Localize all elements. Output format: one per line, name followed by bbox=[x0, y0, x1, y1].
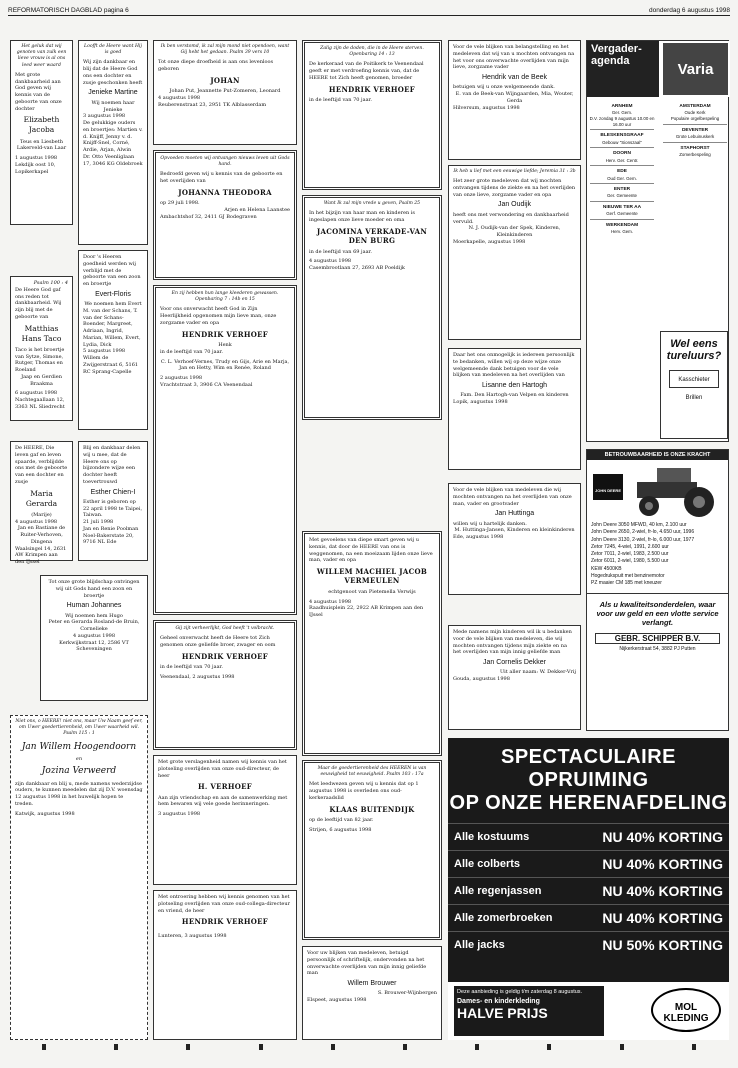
deceased-name: Willem Brouwer bbox=[347, 980, 397, 987]
ad-address: Willem de Zwijgerstraat 6, 5161 RC Sprang-Capelle bbox=[83, 355, 139, 375]
ad-quote: Zalig zijn de doden, die in de Heere sterven. Openbaring 14 : 13 bbox=[320, 46, 424, 58]
ad-text: Met grote verslagenheid namen wij kennis van het plotseling overlijden van onze oud-directeur, de heer bbox=[158, 759, 287, 779]
ad-text: Het zeer grote medeleven dat wij mochten ontvangen tijdens de ziekte en na het overlijden van onze lieve, zorgzame vader en opa bbox=[453, 178, 576, 198]
glasses-ad-title: Wel eens tureluurs? bbox=[666, 338, 722, 362]
ad-quote: Ik heb u lief met een eeuwige liefde; Jeremia 31 : 3b bbox=[453, 169, 576, 174]
ad-address: Raadhuisplein 22, 2922 AB Krimpen aan den IJssel bbox=[309, 605, 424, 619]
ad-date: 3 augustus 1998 bbox=[158, 811, 201, 818]
agenda-right-list: AMSTERDAM Oude Kerk Populaire orgelbespeling DEVENTER Grote Lebuinuskerk STAPHORST Zomerbespeling bbox=[660, 101, 730, 158]
ad-text: Door 's Heeren goedheid werden wij verblijd met de geboorte van een zoon en broertje bbox=[83, 254, 141, 287]
ad-date: 4 augustus 1998 bbox=[309, 598, 352, 605]
parents: Johan Put, Jeannette Put-Zomeren, Leonard bbox=[169, 88, 281, 95]
sale-row: Alle kostuums NU 40% KORTING bbox=[448, 823, 729, 850]
family: M. Huttinga-Jansen, Kinderen en kleinkinderen bbox=[454, 527, 575, 534]
deceased-name: JACOMINA VERKADE-VAN DEN BURG bbox=[316, 226, 428, 246]
ad-date: Veenendaal, 2 augustus 1998 bbox=[160, 673, 235, 680]
child-nickname: (Marije) bbox=[31, 511, 52, 518]
deceased-name: Hendrik van de Beek bbox=[482, 74, 547, 81]
deceased-age: in de leeftijd van 70 jaar. bbox=[309, 97, 372, 104]
and-word: en bbox=[75, 755, 83, 762]
parents: Jan en Bastiane de Ruiter-Verhoven, Dingena bbox=[17, 525, 66, 545]
deceased-name: Lisanne den Hartogh bbox=[482, 382, 547, 389]
ad-date: 4 augustus 1998 bbox=[72, 632, 116, 639]
agenda-section bbox=[586, 40, 729, 442]
ad-date: 4 augustus 1998 bbox=[309, 258, 352, 265]
thanks-ad-willem-brouwer bbox=[302, 946, 442, 1040]
ad-sub: Taco is het broertje van Sytze, Simone, Rutger, Thomas en Roeland bbox=[15, 346, 65, 373]
sale-footer-left bbox=[454, 986, 604, 1036]
schipper-address: Nijkerkerstraat 54, 3882 PJ Putten bbox=[619, 646, 696, 653]
ad-text: zijn dankbaar en blij u, mede namens wederzijdse ouders, te kunnen meedelen dat zij D.V. woensdag 12 augustus 1998 in het huwelijk hopen te treden. bbox=[15, 780, 143, 807]
ad-text: Bedroefd geven wij u kennis van de geboorte en het overlijden van bbox=[160, 171, 283, 185]
groom-name: Jan Willem Hoogendoorn bbox=[21, 741, 137, 752]
deceased-name: WILLEM MACHIEL JACOB VERMEULEN bbox=[316, 567, 428, 586]
ad-quote: Het geluk dat wij genoten van zulk een lieve vrouw is al ons leed weer waard bbox=[16, 44, 67, 68]
ad-quote: Ik ben verstomd, ik zal mijn mond niet opendoen, want Gij hebt het gedaan. Psalm 39 vers 10 bbox=[160, 44, 290, 56]
ad-date: 1 augustus 1998 bbox=[15, 155, 58, 161]
deceased-name: KLAAS BUITENDIJK bbox=[329, 804, 415, 814]
ad-address: Reuberenstraat 23, 2951 TK Alblasserdam bbox=[158, 101, 267, 108]
thanks-ad-jan-dekker bbox=[448, 625, 581, 730]
parents: Peter en Gerarda Rosland-de Bruin, Cornelieke bbox=[48, 619, 140, 633]
ad-quote: Niet ons, o HEERE! niet ons, maar Uw Naam geef eer, om Uwer goedertierenheid, om Uwer waarheid wil. Psalm 115 : 1 bbox=[15, 719, 143, 737]
death-ad-johanna bbox=[153, 150, 297, 280]
sale-row: Alle colberts NU 40% KORTING bbox=[448, 850, 729, 877]
ad-date: 4 augustus 1998 bbox=[158, 95, 201, 102]
deceased-name: HENDRIK VERHOEF bbox=[181, 651, 269, 661]
sale-footer bbox=[448, 982, 729, 1040]
ad-date: 4 augustus 1998 bbox=[15, 518, 58, 525]
sale-title-1: SPECTACULAIRE OPRUIMING bbox=[500, 746, 677, 791]
ad-quote: Want Ik zal mijn vrede u geven, Psalm 25 bbox=[323, 201, 421, 206]
deceased-name: HENDRIK VERHOEF bbox=[181, 917, 269, 927]
header-left: REFORMATORISCH DAGBLAD pagina 6 bbox=[8, 7, 129, 14]
family: C. L. Verhoef-Vernes, Trudy en Gijs, Arie en Marja, Jan en Hetty, Wim en Renée, Roland bbox=[160, 358, 290, 372]
ad-text: Mede namens mijn kinderen wil ik u bedanken voor de vele blijken van medeleven, die wij mochten ontvangen tijdens mijn ziekte en na het overlijden van mijn innig geliefde man bbox=[453, 629, 572, 656]
ad-date: op 29 juli 1998. bbox=[160, 200, 200, 207]
child-name: Jenieke Martine bbox=[88, 89, 138, 97]
family: N. J. Oudijk-van der Spek, Kinderen, Kleinkinderen bbox=[468, 225, 561, 239]
ad-text: Met grote dankbaarheid aan God geven wij kennis van de geboorte van onze dochter bbox=[15, 71, 62, 112]
ad-text: Voor uw blijken van medeleven, betuigd persoonlijk of schriftelijk, ondervonden na het onverwachte overlijden van mijn innig geliefde man bbox=[307, 950, 427, 977]
ad-quote: Loofft de Heere want Hij is goed bbox=[84, 44, 142, 56]
ad-text: Tot onze grote blijdschap ontvingen wij uit Gods hand een zoon en broertje bbox=[48, 579, 140, 599]
ad-date: Hilversum, augustus 1998 bbox=[453, 104, 520, 111]
ad-date: 5 augustus 1998 bbox=[83, 348, 126, 355]
birth-ad-elizabeth bbox=[10, 40, 73, 225]
death-ad-hendrik-church bbox=[302, 40, 442, 190]
deceased-age: op de leeftijd van 82 jaar. bbox=[309, 817, 374, 824]
ad-date: Gouda, augustus 1998 bbox=[453, 676, 510, 683]
ad-text: De Heere God gaf ons reden tot dankbaarheid. Wij zijn blij met de geboorte van bbox=[15, 286, 62, 320]
ad-date: 6 augustus 1998 bbox=[15, 390, 58, 397]
sale-row: Alle zomerbroeken NU 40% KORTING bbox=[448, 904, 729, 931]
deceased-age: in de leeftijd van 70 jaar. bbox=[160, 348, 223, 355]
child-name: Human Johannes bbox=[66, 602, 122, 610]
family: E. van de Beek-van Wijngaarden, Mia, Wouter, Gerda bbox=[455, 91, 574, 104]
deceased-name: Jan Cornelis Dekker bbox=[482, 659, 547, 666]
death-ad-jacomina bbox=[302, 195, 442, 420]
ad-address: Noel-Bakerstate 20, 9716 NL Ede bbox=[83, 532, 134, 546]
deceased-age: in de leeftijd van 69 jaar. bbox=[309, 248, 372, 255]
ad-text: De kerkeraad van de Poitikerk te Veenendaal geeft er met verdroefing kennis van, dat de HEERE tot Zich heeft genomen, broeder bbox=[309, 61, 424, 81]
sale-row: Alle jacks NU 50% KORTING bbox=[448, 931, 729, 958]
ad-text: Daar het ons onmogelijk is iedereen persoonlijk te bedanken, willen wij op deze wijze onze welgemeende dank betuigen voor de vele blijken van medeleven na het overlijden van bbox=[453, 352, 575, 379]
birth-ad-jenieke bbox=[78, 40, 148, 245]
child-name: Matthias Hans Taco bbox=[21, 323, 62, 343]
ad-sub: willen wij u hartelijk danken. bbox=[453, 520, 527, 527]
tractor-icon bbox=[627, 464, 725, 518]
death-ad-h-verhoef-company bbox=[153, 755, 297, 885]
child-name: Elizabeth Jacoba bbox=[23, 115, 60, 135]
ad-sub: betuigen wij u onze welgemeende dank. bbox=[453, 84, 555, 91]
ad-sub: Esther is geboren op 22 april 1998 te Taipei, Taiwan. bbox=[83, 498, 143, 519]
deceased-name: Jan Huttinga bbox=[494, 510, 535, 518]
glasses-ad bbox=[660, 331, 728, 439]
ad-date: 3 augustus 1998 bbox=[83, 113, 126, 120]
deceased-name: HENDRIK VERHOEF bbox=[181, 329, 269, 339]
family: Fam. Den Hartogh-van Velpen en kinderen bbox=[460, 392, 569, 399]
child-name: JOHAN bbox=[210, 75, 240, 85]
agenda-left-list: ARNHEM Ger. Gem. D.V. zondag 9 augustus 10.00 en 16.00 uur BLESKENSGRAAF Gebouw "Sionszaal" DOORN Herv. Ger. Centr. EDE Oud Ger. Gem. ENTER Ger. Gemeente NIEUWE TER AA Gerf. Gemeente WERKENDAM Herv. Gem. bbox=[589, 104, 655, 235]
ad-sub: heeft ons met verwondering en dankbaarheid vervuld. bbox=[453, 211, 569, 225]
sale-ad bbox=[448, 738, 729, 1040]
ad-text: Met leedwezen geven wij u kennis dat op 1 augustus 1998 is overleden ons oud-kerkeraadslid bbox=[309, 781, 419, 801]
birth-ad-evert-floris bbox=[78, 250, 148, 430]
tractor-image bbox=[589, 462, 726, 520]
ad-address: Waalsingel 14, 2631 AW Krimpen aan den IJssel bbox=[15, 545, 67, 565]
child-name: JOHANNA THEODORA bbox=[178, 187, 272, 197]
child-name: Evert-Floris bbox=[95, 290, 131, 298]
death-ad-willem bbox=[302, 531, 442, 756]
parents: Jan en Renie Poolman bbox=[83, 525, 139, 532]
adoption-ad-esther bbox=[78, 441, 148, 561]
ad-date: Moerkapelle, augustus 1998 bbox=[453, 238, 526, 245]
ad-date: Elspeet, augustus 1998 bbox=[307, 997, 367, 1004]
tractor-slogan: Als u kwaliteitsonderdelen, waar voor uw geld en een vlotte service verlangt. bbox=[587, 593, 728, 633]
child-name: Esther Chien-I bbox=[90, 488, 136, 496]
ad-quote: Maar de goedertierenheid des HEEREN is van eeuwigheid tot eeuwigheid. Psalm 103 : 17a bbox=[317, 766, 427, 778]
family: S. Brouwer-Wijnbergen bbox=[377, 990, 437, 997]
deceased-name: HENDRIK VERHOEF bbox=[328, 84, 416, 94]
ad-address: Casembrootlaan 27, 2693 AB Poeldijk bbox=[309, 265, 405, 272]
family: M. van der Schans, T. van der Schans-Boender, Margreet, Adriaan, Ingrid, Marian, Willem, Evert, Lydia, Dick bbox=[83, 307, 141, 348]
ad-sub: We noemen hem Evert bbox=[84, 301, 142, 308]
ad-sub: Wij noemen haar Jenieke bbox=[91, 99, 135, 113]
deceased-name: Jan Oudijk bbox=[497, 201, 532, 209]
ad-quote: Psalm 100 : 4 bbox=[33, 280, 68, 286]
ad-text: Wij zijn dankbaar en blij dat de Heere God ons een dochter en zusje geschonken heeft bbox=[83, 59, 143, 86]
parents: Teus en Liesbeth Lakerveld-van Laar bbox=[16, 138, 67, 152]
ad-address: Dr. Otto Veenliglaan 17, 3046 KG Oldebroek bbox=[83, 153, 143, 167]
tractor-list: John Deere 3050 MFWD, 40 km, 2.100 uur John Deere 2650, 2-wiel, fr-lo, 4.650 uur, 1996 John Deere 3130, 2-wiel, fr-lo, 6.000 uur, 1977 Zetor 7245, 4-wiel, 1991, 2.600 uur Zetor 7011, 2-wiel, 1983, 2.500 uur Zetor 6011, 2-wiel, 1980, 5.500 uur KEW 4500KB Hogedrukspuit met benzinemotor PZ maaier CM 185 met kneuzer bbox=[591, 522, 695, 586]
ad-text: Blij en dankbaar delen wij u mee, dat de Heere ons op bijzondere wijze een dochter heeft toevertrouwd bbox=[83, 445, 141, 485]
bride-name: Jozina Verweerd bbox=[41, 766, 117, 777]
ad-date: 2 augustus 1998 bbox=[160, 375, 203, 382]
varia-logo: Varia bbox=[661, 41, 730, 97]
death-ad-hendrik-siblings bbox=[153, 620, 297, 750]
parents: Jaap en Gerdien Braakma bbox=[21, 373, 62, 387]
ad-date: Ede, augustus 1998 bbox=[453, 534, 504, 541]
ad-address: Nachtegaallaan 12, 3363 NL Sliedrecht bbox=[15, 397, 65, 410]
sale-half-price: HALVE PRIJS bbox=[457, 1005, 548, 1021]
thanks-ad-jan-oudijk bbox=[448, 165, 581, 340]
tractor-ad bbox=[586, 449, 729, 731]
ad-address: Ambachtshof 32, 2411 GJ Bodegraven bbox=[160, 213, 257, 220]
thanks-ad-jan-huttinga bbox=[448, 483, 581, 595]
kasschieter-logo: Kasschieter Brillen bbox=[669, 370, 719, 388]
birth-ad-human bbox=[40, 575, 148, 701]
birth-ad-maria bbox=[10, 441, 73, 565]
ad-text: De HEERE, Die leven gaf en leven spaarde, verblijdde ons met de geboorte van een dochter en zusje bbox=[15, 445, 68, 485]
ad-sub: Aan zijn vriendschap en aan de samenwerking met hem bewaren wij vele goede herinneringen. bbox=[158, 794, 288, 808]
ad-quote: En zij hebben hun lange kleederen gewassen. Openbaring 7 : 14b en 15 bbox=[171, 291, 279, 303]
ad-quote: Gij zijt verheerlijkt, God heeft 't volbracht. bbox=[175, 626, 275, 631]
ad-quote: Opvoeden moeten wij ontvangen nieuws leven uit Gods hand. bbox=[160, 156, 290, 168]
ad-address: Lekdijk oost 10, Lopikerkapel bbox=[15, 161, 56, 175]
ad-date: Katwijk, augustus 1998 bbox=[15, 810, 75, 817]
deceased-nickname: Henk bbox=[218, 342, 232, 349]
ad-text: Voor de vele blijken van belangstelling en het medeleven dat wij van u mochten ontvangen na het voor ons onverwachte overlijden van mijn lieve, zorgzame vader bbox=[453, 44, 575, 71]
deceased-age: in de leeftijd van 70 jaar. bbox=[160, 664, 223, 671]
ad-text: Met ontroering hebben wij kennis genomen van het plotseling overlijden van onze oud-collega-directeur en vriend, de heer bbox=[158, 894, 290, 914]
ad-text: Tot onze diepe droefheid is aan ons levenloos geboren bbox=[158, 59, 274, 73]
ad-text: Geheel onverwacht heeft de Heere tot Zich genomen onze geliefde broer, zwager en oom bbox=[160, 635, 276, 648]
wedding-ad bbox=[10, 715, 148, 1040]
ad-date: 21 juli 1998 bbox=[83, 519, 114, 526]
vergader-agenda-logo: Vergader-agenda bbox=[587, 41, 659, 97]
ad-date: Lunteren, 3 augustus 1998 bbox=[158, 932, 227, 939]
stillbirth-ad-johan bbox=[153, 40, 297, 145]
sale-title-2: OP ONZE HERENAFDELING bbox=[449, 792, 728, 814]
death-ad-hendrik-family bbox=[153, 285, 297, 615]
john-deere-logo: JOHN DEERE bbox=[593, 474, 623, 500]
deceased-name: H. VERHOEF bbox=[197, 782, 253, 792]
ad-sub: Wij noemen hem Hugo bbox=[65, 612, 123, 619]
parents: Arjen en Helena Laanstee bbox=[224, 207, 290, 214]
mol-kleding-logo: MOL KLEDING bbox=[651, 988, 721, 1032]
thanks-ad-lisanne bbox=[448, 348, 581, 470]
ad-date: Strijen, 6 augustus 1998 bbox=[309, 826, 372, 833]
ad-text: Voor ons onverwacht heeft God in Zijn Heerlijkheid opgenomen mijn lieve man, onze zorgzame vader en opa bbox=[160, 306, 277, 326]
sale-row: Alle regenjassen NU 40% KORTING bbox=[448, 877, 729, 904]
registration-marks bbox=[8, 1044, 730, 1050]
ad-date: Lopik, augustus 1998 bbox=[453, 399, 508, 406]
ad-text: Met gevoelens van diepe smart geven wij u kennis, dat door de HEERE van ons is weggenomen, na een moeizaam lijden onze lieve man, vader en opa bbox=[309, 537, 433, 564]
tractor-ad-title: BETROUWBAARHEID IS ONZE KRACHT bbox=[587, 450, 728, 460]
birth-ad-matthias bbox=[10, 276, 73, 421]
sale-kids-label: Dames- en kinderkleding bbox=[457, 998, 540, 1005]
child-name: Maria Gerarda bbox=[25, 488, 58, 508]
ad-sub: echtgenoot van Pietemella Verwijs bbox=[328, 588, 416, 595]
death-ad-hendrik-colleagues bbox=[153, 890, 297, 1040]
family: Uit aller naam: W. Dekker-Vrij bbox=[499, 669, 576, 676]
page-header bbox=[8, 4, 730, 16]
sale-validity: Deze aanbieding is geldig t/m zaterdag 8 augustus. bbox=[457, 989, 583, 995]
ad-address: Vrachtstraat 3, 3906 CA Veenendaal bbox=[160, 381, 253, 388]
thanks-ad-hendrik-beek bbox=[448, 40, 581, 160]
schipper-company: GEBR. SCHIPPER B.V. bbox=[595, 633, 720, 644]
ad-text: Voor de vele blijken van medeleven die wij mochten ontvangen na het overlijden van onze man, vader en grootvader bbox=[453, 487, 572, 507]
header-right: donderdag 6 augustus 1998 bbox=[649, 7, 730, 14]
ad-address: Kerkwijkstraat 12, 2586 VT Scheveningen bbox=[59, 639, 129, 653]
parents: De gelukkige ouders en broertjes: Martien v. d. Knijff, Jenny v. d. Knijff-Snel, Corné, Ardie, Arjan, Alwin bbox=[83, 120, 143, 154]
ad-text: In het bijzijn van haar man en kinderen is ingeslapen onze lieve moeder en oma bbox=[309, 210, 415, 223]
death-ad-klaas bbox=[302, 760, 442, 940]
